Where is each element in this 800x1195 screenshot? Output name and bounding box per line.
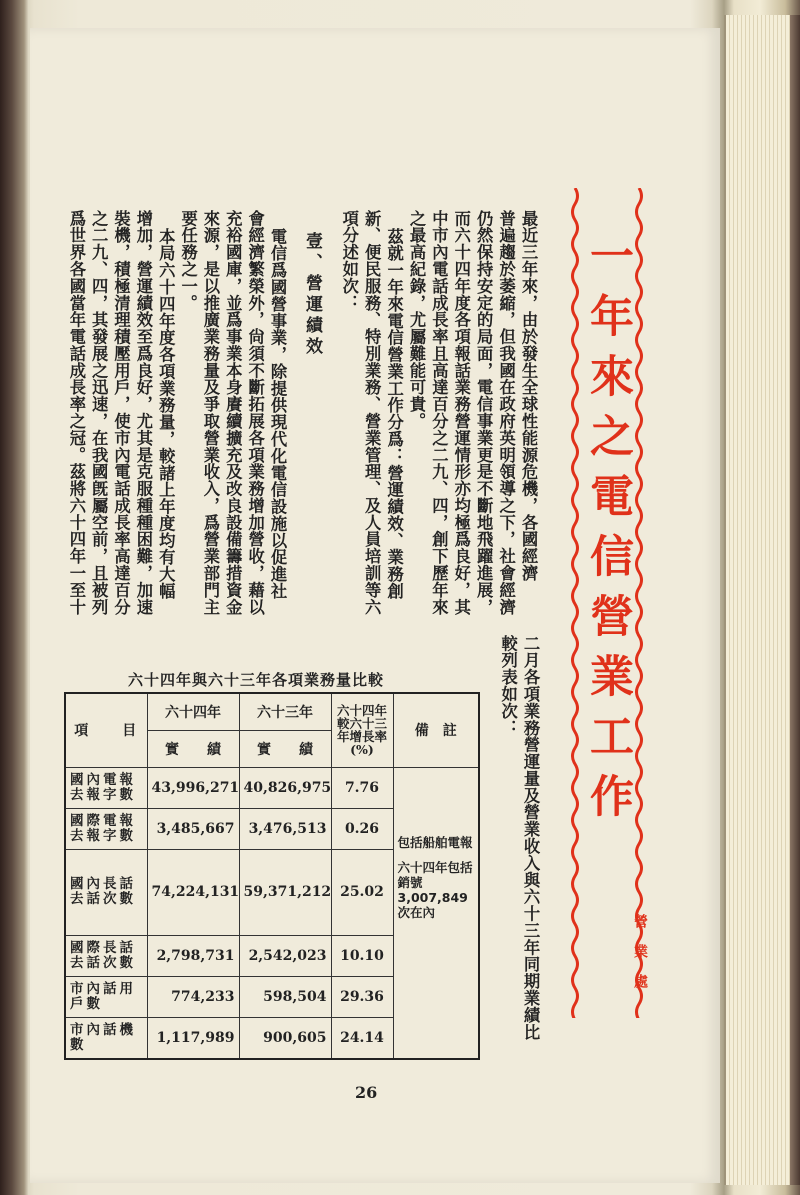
header-y64-bottom: 實 績: [147, 730, 239, 767]
row-y63: 2,542,023: [239, 936, 331, 977]
row-growth: 0.26: [331, 808, 393, 849]
text-column: 最近三年來，由於發生全球性能源危機，各國經濟: [519, 210, 538, 582]
text-column: 仍然保持安定的局面，電信事業更是不斷地飛躍進展，: [474, 210, 494, 616]
text-column: 新、便民服務、特別業務、營業管理、及人員培訓等六: [362, 210, 382, 616]
header-row-top: [65, 693, 479, 730]
row-y64: 3,485,667: [147, 808, 239, 849]
row-item: 國內電報去報字數: [65, 767, 147, 808]
text-column: 要任務之一。: [178, 210, 198, 312]
department-name: 營業處: [632, 914, 648, 1004]
text-column: 較列表如次：: [498, 635, 518, 737]
table-caption: 六十四年與六十三年各項業務量比較: [128, 671, 385, 689]
text-column: 爲世界各國當年電話成長率之冠。茲將六十四年一至十: [66, 210, 86, 616]
text-column: 之最高紀錄，尤屬難能可貴。: [407, 210, 426, 430]
text-column: 中市內電話成長率且高達百分之二九、四，創下歷年來: [429, 210, 449, 616]
text-column: 充裕國庫，並爲事業本身賡續擴充及改良設備籌措資金: [223, 210, 243, 616]
text-column: 電信爲國營事業，除提供現代化電信設施以促進社: [268, 228, 287, 600]
page-number: 26: [355, 1083, 378, 1102]
text-column: 之二九、四，其發展之迅速，在我國旣屬空前，且被列: [89, 210, 109, 616]
row-y64: 774,233: [147, 977, 239, 1018]
header-y64-top: 六十四年: [147, 693, 239, 730]
text-column: 本局六十四年度各項業務量，較諸上年度均有大幅: [156, 228, 176, 600]
row-y64: 1,117,989: [147, 1018, 239, 1059]
text-column: 普遍趨於萎縮，但我國在政府英明領導之下，社會經濟: [496, 210, 516, 616]
text-column: 二月各項業務營運量及營業收入與六十三年同期業績比: [521, 635, 540, 1041]
row-item: 國際電報去報字數: [65, 808, 147, 849]
row-growth: 24.14: [331, 1018, 393, 1059]
section-heading: 壹、營運績效: [302, 232, 322, 358]
table-row: [65, 767, 479, 808]
row-y63: 598,504: [239, 977, 331, 1018]
text-column: 來源，是以推廣業務量及爭取營業收入，爲營業部門主: [200, 210, 220, 616]
text-column: 茲就一年來電信營業工作分爲：營運績效、業務創: [384, 228, 404, 600]
row-y63: 59,371,212: [239, 849, 331, 935]
left-wave-border: [568, 188, 582, 1018]
row-growth: 10.10: [331, 936, 393, 977]
row-growth: 29.36: [331, 977, 393, 1018]
article-title: 一年來之電信營業工作: [582, 233, 633, 833]
remarks-cell: [393, 767, 479, 1059]
row-y63: 40,826,975: [239, 767, 331, 808]
row-y64: 43,996,271: [147, 767, 239, 808]
book-binding: [0, 0, 28, 1195]
text-column: 會經濟繁榮外，尙須不斷拓展各項業務增加營收，藉以: [245, 210, 265, 616]
comparison-table: [64, 692, 480, 1060]
text-column: 項分述如次：: [339, 210, 359, 312]
row-y64: 74,224,131: [147, 849, 239, 935]
text-column: 增加，營運績效至爲良好，尤其是克服種種困難，加速: [133, 210, 153, 616]
row-growth: 25.02: [331, 849, 393, 935]
header-growth: 六十四年較六十三年增長率 (%): [331, 693, 393, 767]
row-y64: 2,798,731: [147, 936, 239, 977]
header-y63-top: 六十三年: [239, 693, 331, 730]
remark-2: 六十四年包括銷號3,007,849次在內: [397, 860, 473, 921]
row-growth: 7.76: [331, 767, 393, 808]
header-remarks: 備 註: [393, 693, 479, 767]
header-y63-bottom: 實 績: [239, 730, 331, 767]
text-column: 裝機，積極清理積壓用戶，使市內電話成長率高達百分: [111, 210, 131, 616]
text-column: 而六十四年度各項報話業務營運情形亦均極爲良好，其: [451, 210, 471, 616]
row-y63: 3,476,513: [239, 808, 331, 849]
remark-1: 包括船舶電報: [397, 835, 473, 851]
row-item: 市內話用戶數: [65, 977, 147, 1018]
page-stack-edge: [724, 15, 800, 1185]
row-item: 國際長話去話次數: [65, 936, 147, 977]
title-band: [568, 188, 646, 1018]
header-item: 項 目: [65, 693, 147, 767]
row-item: 市內話機數: [65, 1018, 147, 1059]
row-y63: 900,605: [239, 1018, 331, 1059]
right-wave-border: [632, 188, 646, 1018]
row-item: 國內長話去話次數: [65, 849, 147, 935]
